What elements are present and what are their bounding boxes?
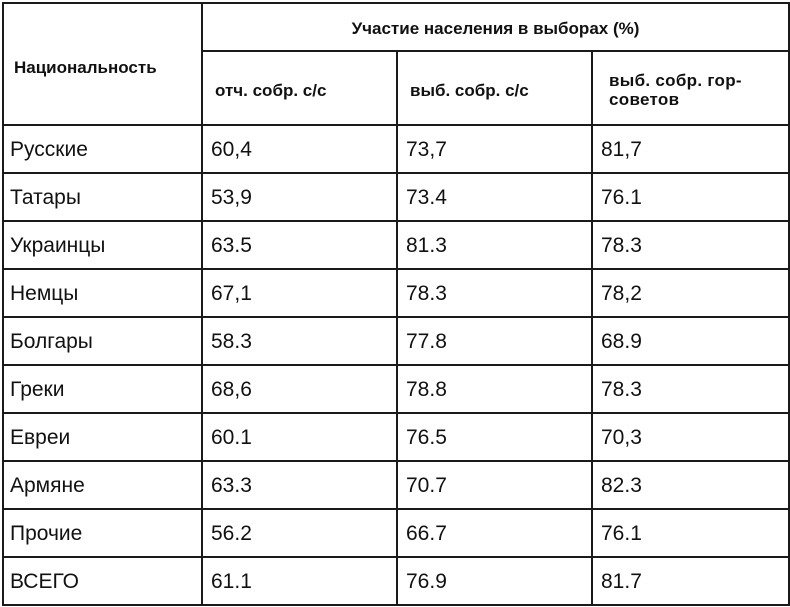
value-cell: 66.7 xyxy=(397,509,592,557)
value-cell: 76.1 xyxy=(592,509,789,557)
column-header-election-meetings: выб. собр. с/с xyxy=(397,51,592,125)
table-row xyxy=(3,269,789,317)
value-cell: 78.8 xyxy=(397,365,592,413)
value-cell: 56.2 xyxy=(202,509,397,557)
value-cell: 82.3 xyxy=(592,461,789,509)
value-cell: 58.3 xyxy=(202,317,397,365)
value-cell: 60.1 xyxy=(202,413,397,461)
table-row xyxy=(3,413,789,461)
value-cell: 81.7 xyxy=(592,557,789,605)
nationality-cell: Евреи xyxy=(3,413,202,461)
nationality-header: Национальность xyxy=(3,3,202,125)
nationality-cell: Болгары xyxy=(3,317,202,365)
value-cell: 73.4 xyxy=(397,173,592,221)
value-cell: 68,6 xyxy=(202,365,397,413)
table-row xyxy=(3,317,789,365)
value-cell: 76.1 xyxy=(592,173,789,221)
nationality-cell: Немцы xyxy=(3,269,202,317)
column-header-city-councils xyxy=(592,51,789,125)
value-cell: 78.3 xyxy=(397,269,592,317)
election-participation-table xyxy=(2,2,790,606)
value-cell: 70.7 xyxy=(397,461,592,509)
nationality-cell: Армяне xyxy=(3,461,202,509)
value-cell: 53,9 xyxy=(202,173,397,221)
table-row xyxy=(3,365,789,413)
value-cell: 81,7 xyxy=(592,125,789,173)
nationality-cell: ВСЕГО xyxy=(3,557,202,605)
table-row xyxy=(3,125,789,173)
value-cell: 63.5 xyxy=(202,221,397,269)
column-header-city-councils-text: выб. собр. гор- советов xyxy=(609,71,742,109)
value-cell: 67,1 xyxy=(202,269,397,317)
value-cell: 78.3 xyxy=(592,221,789,269)
participation-group-header: Участие населения в выборах (%) xyxy=(202,3,789,51)
value-cell: 76.9 xyxy=(397,557,592,605)
table-row xyxy=(3,557,789,605)
value-cell: 63.3 xyxy=(202,461,397,509)
value-cell: 77.8 xyxy=(397,317,592,365)
table-row xyxy=(3,509,789,557)
nationality-cell: Украинцы xyxy=(3,221,202,269)
value-cell: 70,3 xyxy=(592,413,789,461)
nationality-cell: Греки xyxy=(3,365,202,413)
value-cell: 81.3 xyxy=(397,221,592,269)
value-cell: 73,7 xyxy=(397,125,592,173)
value-cell: 60,4 xyxy=(202,125,397,173)
table-row xyxy=(3,221,789,269)
table-row xyxy=(3,173,789,221)
header-row-top xyxy=(3,3,789,51)
nationality-cell: Русские xyxy=(3,125,202,173)
value-cell: 61.1 xyxy=(202,557,397,605)
value-cell: 76.5 xyxy=(397,413,592,461)
table-row xyxy=(3,461,789,509)
value-cell: 78.3 xyxy=(592,365,789,413)
nationality-cell: Прочие xyxy=(3,509,202,557)
nationality-cell: Татары xyxy=(3,173,202,221)
value-cell: 68.9 xyxy=(592,317,789,365)
column-header-report-meetings: отч. собр. с/с xyxy=(202,51,397,125)
value-cell: 78,2 xyxy=(592,269,789,317)
